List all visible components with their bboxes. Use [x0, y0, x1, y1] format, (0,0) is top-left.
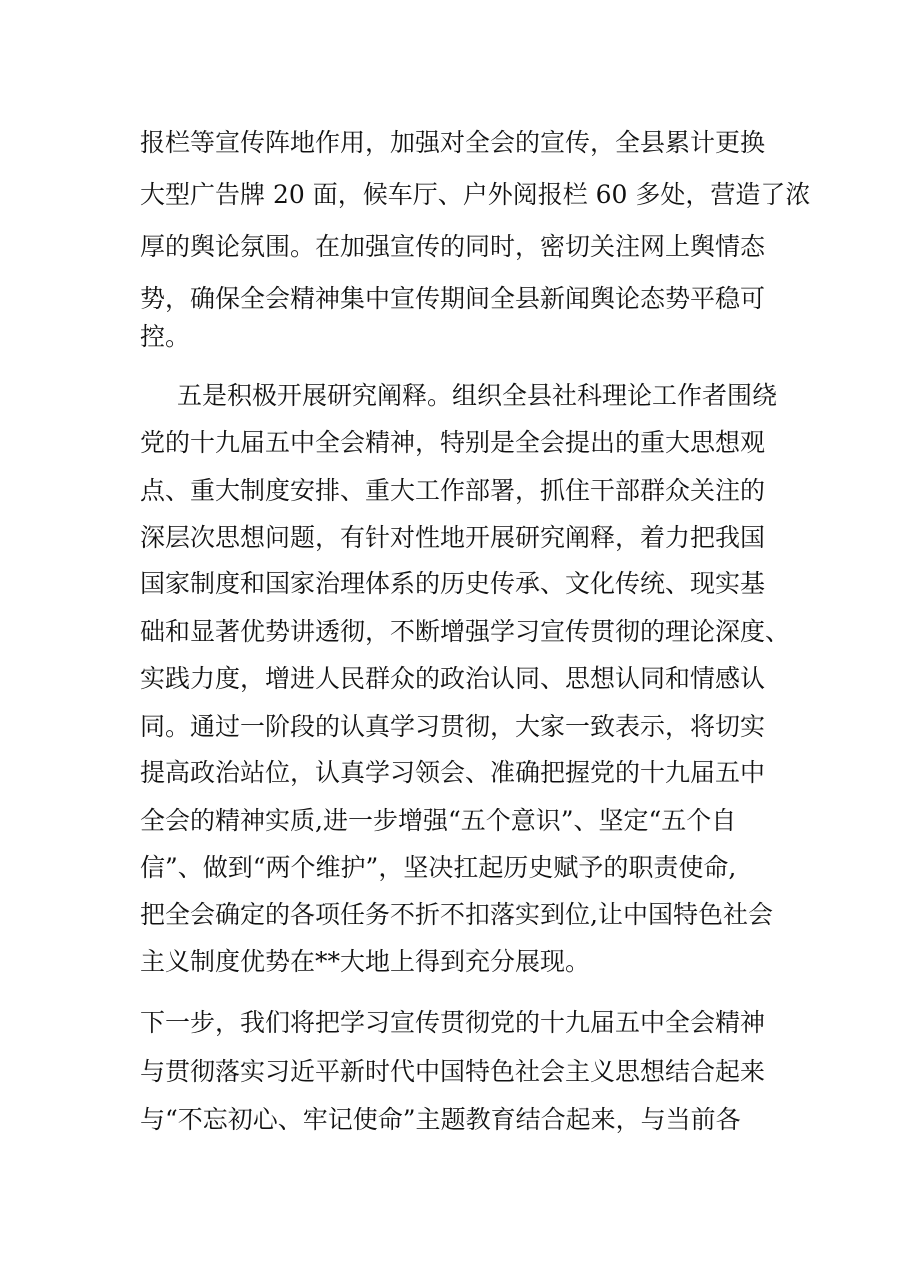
- paragraph-3-line-3: 与“不忘初心、牢记使命”主题教育结合起来，与当前各: [140, 1105, 741, 1134]
- paragraph-1-line-2: 大型广告牌 20 面，候车厅、户外阅报栏 60 多处，营造了浓: [140, 180, 811, 209]
- paragraph-2-line-13: 主义制度优势在**大地上得到充分展现。: [140, 947, 591, 976]
- paragraph-2-line-9: 提高政治站位，认真学习领会、准确把握党的十九届五中: [140, 758, 766, 787]
- paragraph-1-line-4: 势，确保全会精神集中宣传期间全县新闻舆论态势平稳可: [140, 284, 766, 313]
- paragraph-3-line-2: 与贯彻落实习近平新时代中国特色社会主义思想结合起来: [140, 1057, 766, 1086]
- paragraph-2-line-11: 信”、做到“两个维护”，坚决扛起历史赋予的职责使命,: [140, 853, 737, 882]
- paragraph-2-line-10: 全会的精神实质,进一步增强“五个意识”、坚定“五个自: [140, 806, 737, 835]
- paragraph-2-line-12: 把全会确定的各项任务不折不扣落实到位,让中国特色社会: [140, 900, 773, 929]
- paragraph-2-line-4: 深层次思想问题，有针对性地开展研究阐释，着力把我国: [140, 523, 766, 552]
- paragraph-2-line-6: 础和显著优势讲透彻，不断增强学习宣传贯彻的理论深度、: [140, 617, 791, 646]
- paragraph-2-line-3: 点、重大制度安排、重大工作部署，抓住干部群众关注的: [140, 476, 766, 505]
- paragraph-2-line-1: 五是积极开展研究阐释。组织全县社科理论工作者围绕: [177, 381, 778, 410]
- paragraph-2-line-8: 同。通过一阶段的认真学习贯彻，大家一致表示，将切实: [140, 712, 766, 741]
- paragraph-1-line-1: 报栏等宣传阵地作用，加强对全会的宣传，全县累计更换: [140, 128, 766, 157]
- paragraph-2-line-7: 实践力度，增进人民群众的政治认同、思想认同和情感认: [140, 664, 766, 693]
- paragraph-2-line-5: 国家制度和国家治理体系的历史传承、文化传统、现实基: [140, 569, 766, 598]
- paragraph-3-line-1: 下一步，我们将把学习宣传贯彻党的十九届五中全会精神: [140, 1008, 766, 1037]
- paragraph-1-line-3: 厚的舆论氛围。在加强宣传的同时，密切关注网上舆情态: [140, 232, 766, 261]
- paragraph-1-line-5: 控。: [140, 322, 191, 351]
- paragraph-2-line-2: 党的十九届五中全会精神，特别是全会提出的重大思想观: [140, 428, 766, 457]
